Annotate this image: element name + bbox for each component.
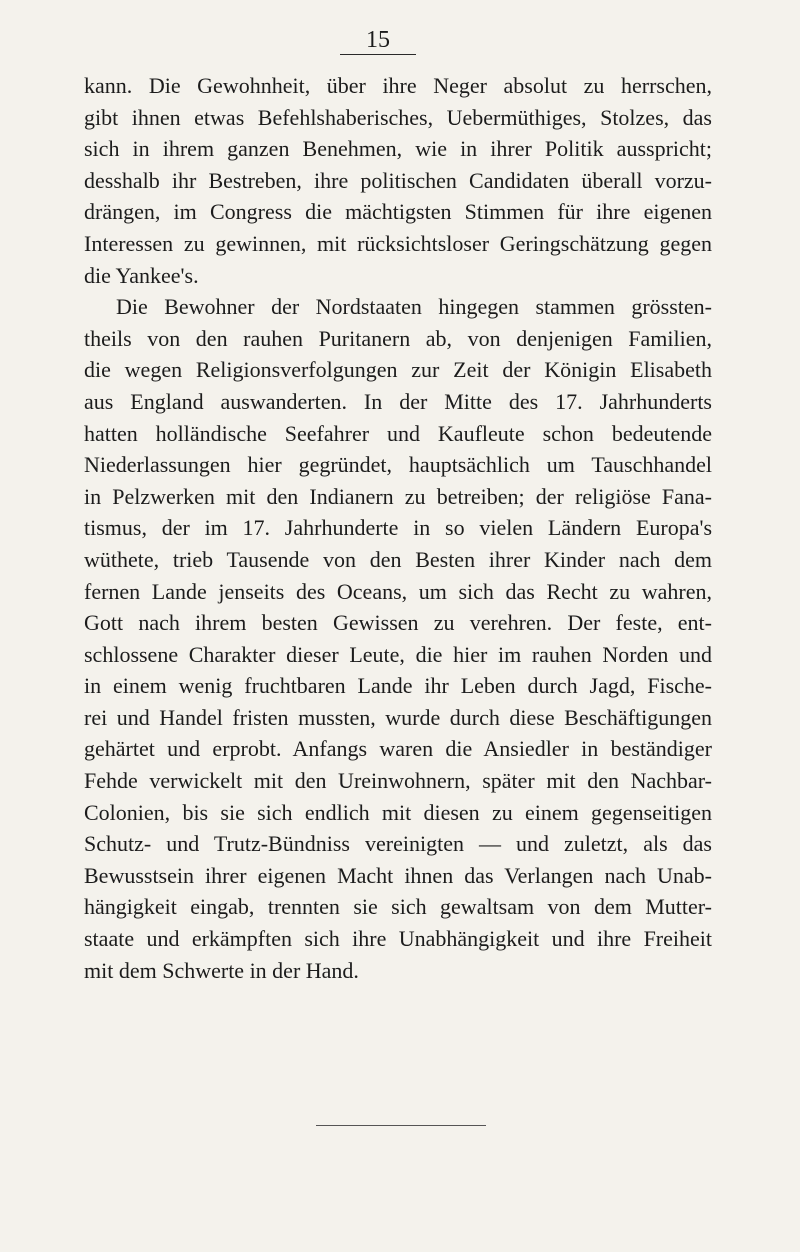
text-line: fernen Lande jenseits des Oceans, um sich das Recht zu wahren, [84, 578, 712, 604]
text-line: die Yankee's. [84, 262, 199, 288]
text-line: gibt ihnen etwas Befehlshaberisches, Uebermüthiges, Stolzes, das [84, 104, 712, 130]
page-number: 15 [340, 26, 416, 55]
text-line: Niederlassungen hier gegründet, hauptsächlich um Tauschhandel [84, 452, 712, 478]
text-line: die wegen Religionsverfolgungen zur Zeit der Königin Elisabeth [84, 357, 712, 383]
paragraph-2 [84, 291, 712, 986]
text-line: Gott nach ihrem besten Gewissen zu verehren. Der feste, ent- [84, 610, 712, 636]
text-line: hängigkeit eingab, trennten sie sich gewaltsam von dem Mutter- [84, 894, 712, 920]
text-line: Fehde verwickelt mit den Ureinwohnern, später mit den Nachbar- [84, 768, 712, 794]
text-line: mit dem Schwerte in der Hand. [84, 957, 359, 983]
text-line: rei und Handel fristen mussten, wurde durch diese Beschäftigungen [84, 704, 712, 730]
text-line: theils von den rauhen Puritanern ab, von denjenigen Familien, [84, 325, 712, 351]
paragraph-1 [84, 70, 712, 291]
section-divider [316, 1125, 486, 1126]
text-line: in einem wenig fruchtbaren Lande ihr Leben durch Jagd, Fische- [84, 673, 712, 699]
text-line: wüthete, trieb Tausende von den Besten ihrer Kinder nach dem [84, 546, 712, 572]
text-line: aus England auswanderten. In der Mitte des 17. Jahrhunderts [84, 388, 712, 414]
text-line: kann. Die Gewohnheit, über ihre Neger absolut zu herrschen, [84, 73, 712, 98]
text-line: hatten holländische Seefahrer und Kaufleute schon bedeutende [84, 420, 712, 446]
body-text [84, 70, 712, 986]
text-line: Die Bewohner der Nordstaaten hingegen stammen grössten- [116, 294, 712, 320]
text-line: Bewusstsein ihrer eigenen Macht ihnen das Verlangen nach Unab- [84, 862, 712, 888]
text-line: schlossene Charakter dieser Leute, die hier im rauhen Norden und [84, 641, 712, 667]
text-line: Colonien, bis sie sich endlich mit diesen zu einem gegenseitigen [84, 799, 712, 825]
text-line: drängen, im Congress die mächtigsten Stimmen für ihre eigenen [84, 199, 712, 225]
text-line: Schutz- und Trutz-Bündniss vereinigten — und zuletzt, als das [84, 831, 712, 857]
text-line: sich in ihrem ganzen Benehmen, wie in ihrer Politik ausspricht; [84, 136, 712, 162]
text-line: in Pelzwerken mit den Indianern zu betreiben; der religiöse Fana- [84, 483, 712, 509]
text-line: Interessen zu gewinnen, mit rücksichtsloser Geringschätzung gegen [84, 230, 712, 256]
text-line: desshalb ihr Bestreben, ihre politischen Candidaten überall vorzu- [84, 167, 712, 193]
text-line: staate und erkämpften sich ihre Unabhängigkeit und ihre Freiheit [84, 926, 712, 952]
text-line: tismus, der im 17. Jahrhunderte in so vielen Ländern Europa's [84, 515, 712, 541]
text-line: gehärtet und erprobt. Anfangs waren die Ansiedler in beständiger [84, 736, 712, 762]
